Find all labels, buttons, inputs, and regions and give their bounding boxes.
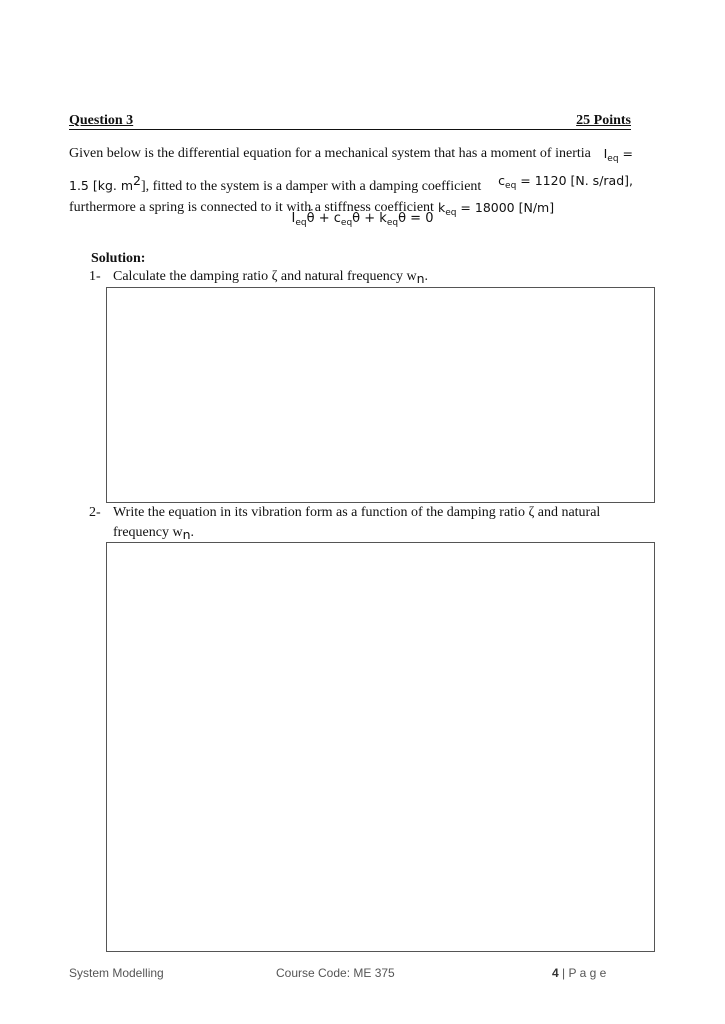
question-points: 25 Points <box>576 113 631 128</box>
damping-symbol: c <box>498 173 506 188</box>
eq-damping-subscript: eq <box>340 218 353 228</box>
footer-page-label: | P a g e <box>558 966 607 980</box>
item-1-number: 1- <box>89 269 101 284</box>
eq-theta-dot: θ̇ <box>352 211 361 226</box>
problem-line-2-text: ], fitted to the system is a damper with a damping coefficient <box>140 179 482 194</box>
inertia-subscript: eq <box>607 154 619 164</box>
solution-label: Solution: <box>91 251 146 266</box>
inertia-equals: = <box>622 146 633 161</box>
footer-page-number: 4 <box>552 966 559 980</box>
inertia-value-text: 1.5 [kg. m <box>69 178 134 193</box>
eq-damping-symbol: c <box>333 211 341 226</box>
eq-rhs: = 0 <box>406 211 434 226</box>
damping-value: = 1120 [N. s/rad], <box>520 173 633 188</box>
inertia-expression <box>604 143 633 170</box>
question-title: Question 3 <box>69 113 134 128</box>
item-2-cont-text: frequency w <box>113 525 183 540</box>
inertia-unit-exponent: 2 <box>133 173 141 188</box>
problem-line-1-text: Given below is the differential equation for a mechanical system that has a moment of inertia <box>69 146 591 161</box>
differential-equation <box>0 211 725 228</box>
question-item-1 <box>89 267 428 289</box>
eq-plus-2: + <box>360 211 380 226</box>
answer-box-2[interactable] <box>106 542 655 952</box>
eq-theta-ddot: θ̈ <box>306 211 315 226</box>
page-footer <box>0 966 725 984</box>
item-1-end: . <box>424 269 429 284</box>
problem-line-1 <box>69 143 633 170</box>
eq-theta: θ <box>398 211 407 226</box>
stiffness-subscript: eq <box>445 208 457 218</box>
item-1-text: Calculate the damping ratio ζ and natural frequency w <box>113 269 417 284</box>
question-header <box>69 113 631 130</box>
footer-course-code: Course Code: ME 375 <box>276 966 395 980</box>
problem-line-3-text: furthermore a spring is connected to it with a stiffness coefficient <box>69 200 434 215</box>
eq-plus-1: + <box>314 211 334 226</box>
item-2-end: . <box>190 525 195 540</box>
stiffness-symbol: k <box>437 200 446 215</box>
eq-stiffness-symbol: k <box>379 211 387 226</box>
question-item-2 <box>89 503 601 542</box>
item-2-text: Write the equation in its vibration form as a function of the damping ratio ζ and natural <box>113 505 601 520</box>
eq-stiffness-subscript: eq <box>386 218 399 228</box>
item-2-number: 2- <box>89 505 101 520</box>
damping-expression <box>498 170 633 197</box>
answer-box-1[interactable] <box>106 287 655 503</box>
item-2-subscript: n <box>182 527 191 542</box>
inertia-value <box>69 170 481 197</box>
eq-inertia-symbol: I <box>291 211 296 226</box>
item-1-subscript: n <box>416 271 425 286</box>
damping-subscript: eq <box>505 181 517 191</box>
inertia-symbol: I <box>603 146 608 161</box>
footer-page <box>552 966 606 980</box>
footer-course: System Modelling <box>69 966 164 980</box>
eq-inertia-subscript: eq <box>295 218 307 228</box>
problem-line-2 <box>69 170 633 197</box>
stiffness-value: = 18000 [N/m] <box>460 200 555 215</box>
